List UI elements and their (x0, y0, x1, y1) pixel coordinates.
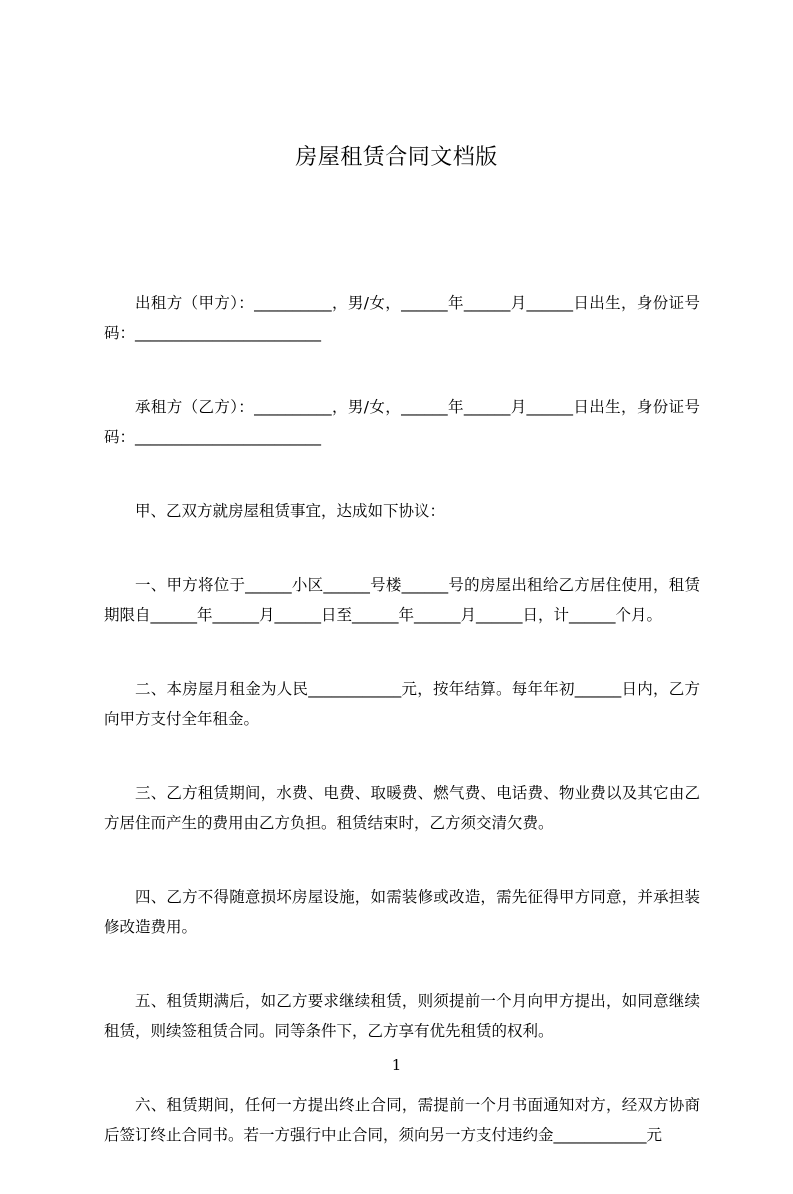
paragraph-clause-1: 一、甲方将位于______小区______号楼______号的房屋出租给乙方居住使用，租赁期限自______年______月______日至______年______月______日，计______个月。 (104, 576, 700, 624)
page-number: 1 (391, 1056, 402, 1074)
paragraph-clause-6: 六、租赁期间，任何一方提出终止合同，需提前一个月书面通知对方，经双方协商后签订终止合同书。若一方强行中止合同，须向另一方支付违约金____________元 (104, 1096, 700, 1144)
paragraph-clause-3: 三、乙方租赁期间，水费、电费、取暖费、燃气费、电话费、物业费以及其它由乙方居住而产生的费用由乙方负担。租赁结束时，乙方须交清欠费。 (104, 784, 700, 832)
paragraph-lessee: 承租方（乙方）：__________，男/女，______年______月______日出生，身份证号码：________________________ (104, 398, 700, 446)
paragraph-clause-2: 二、本房屋月租金为人民____________元，按年结算。每年年初______日内，乙方向甲方支付全年租金。 (104, 680, 700, 728)
document-title: 房屋租赁合同文档版 (295, 145, 498, 170)
paragraph-agreement-intro: 甲、乙双方就房屋租赁事宜，达成如下协议： (135, 502, 446, 520)
paragraph-lessor: 出租方（甲方）：__________，男/女，______年______月______日出生，身份证号码：________________________ (104, 294, 700, 342)
paragraph-clause-4: 四、乙方不得随意损坏房屋设施，如需装修或改造，需先征得甲方同意，并承担装修改造费用。 (104, 888, 700, 936)
paragraph-clause-5: 五、租赁期满后，如乙方要求继续租赁，则须提前一个月向甲方提出，如同意继续租赁，则续签租赁合同。同等条件下，乙方享有优先租赁的权利。 (104, 992, 700, 1040)
